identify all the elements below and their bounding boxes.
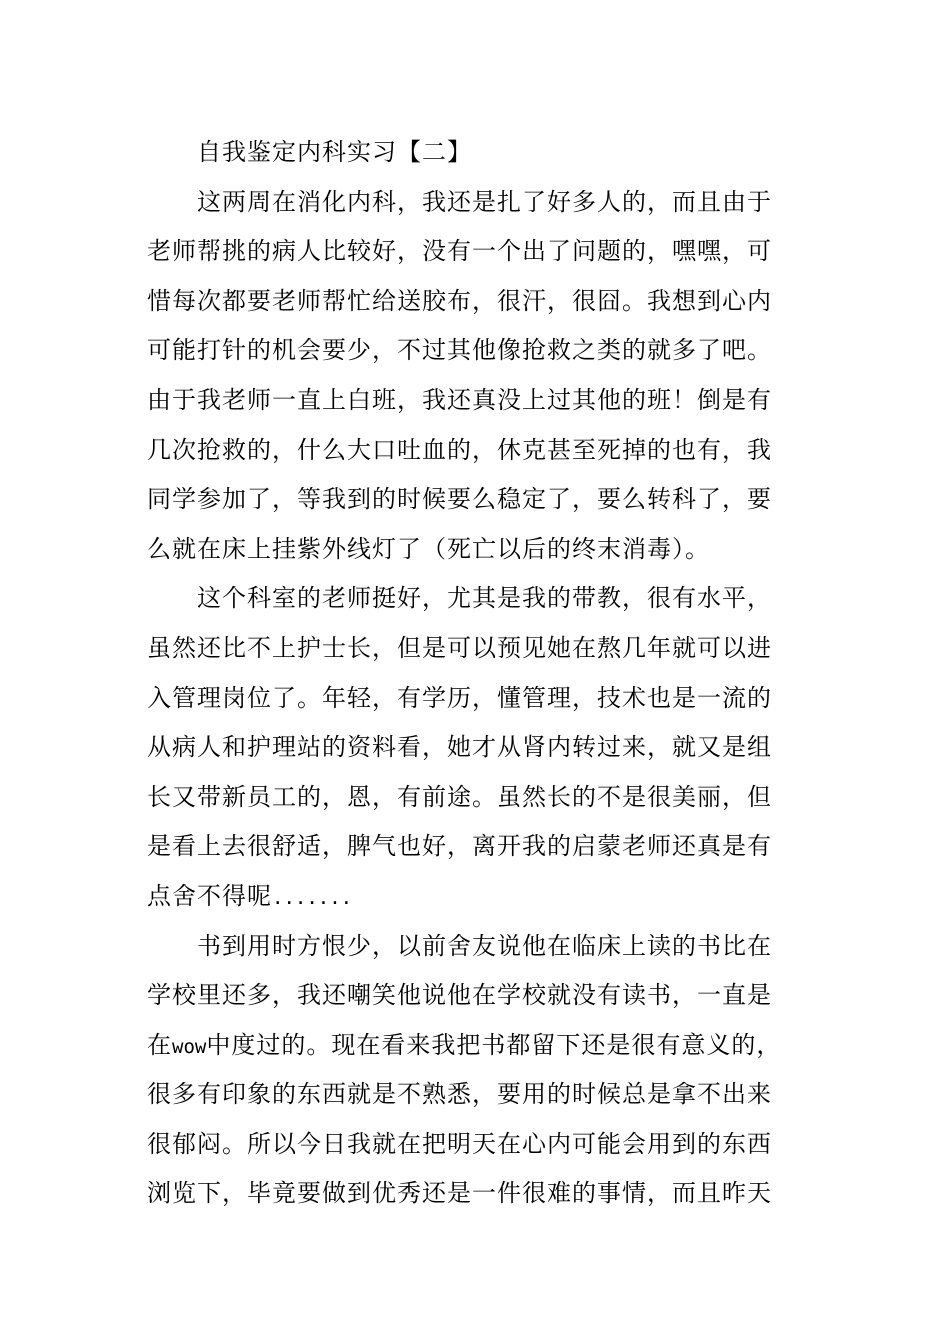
ellipsis-text: ....... [272,886,353,909]
paragraph-line [147,872,807,922]
document-heading: 自我鉴定内科实习【二】 [197,138,472,166]
paragraph-line: 浏览下，毕竟要做到优秀还是一件很难的事情，而且昨天 [147,1179,772,1208]
paragraph-line: 这两周在消化内科，我还是扎了好多人的，而且由于 [197,187,772,216]
paragraph-line: 么就在床上挂紫外线灯了（死亡以后的终末消毒）。 [147,534,710,563]
paragraph-1 [147,178,807,575]
paragraph-line: 老师帮挑的病人比较好，没有一个出了问题的，嘿嘿，可 [147,237,772,266]
paragraph-line: 从病人和护理站的资料看，她才从肾内转过来，就又是组 [147,733,772,762]
paragraph-line: 很郁闷。所以今日我就在把明天在心内可能会用到的东西 [147,1129,772,1158]
paragraph-line: 书到用时方恨少，以前舍友说他在临床上读的书比在 [197,931,772,960]
paragraph-line: 长又带新员工的，恩，有前途。虽然长的不是很美丽，但 [147,782,772,811]
paragraph-line: 可能打针的机会要少，不过其他像抢救之类的就多了吧。 [147,336,772,365]
paragraph-2 [147,574,807,921]
paragraph-line: 入管理岗位了。年轻，有学历，懂管理，技术也是一流的 [147,683,772,712]
paragraph-line: 几次抢救的，什么大口吐血的，休克甚至死掉的也有，我 [147,435,772,464]
paragraph-line: 同学参加了，等我到的时候要么稳定了，要么转科了，要 [147,485,772,514]
paragraph-line: 很多有印象的东西就是不熟悉，要用的时候总是拿不出来 [147,1080,772,1109]
paragraph-text: 中度过的。现在看来我把书都留下还是很有意义的， [206,1030,782,1059]
paragraph-line: 虽然还比不上护士长，但是可以预见她在熬几年就可以进 [147,633,772,662]
paragraph-text: 点舍不得呢 [147,881,272,910]
document-body [147,128,807,1219]
paragraph-line: 是看上去很舒适，脾气也好，离开我的启蒙老师还真是有 [147,832,772,861]
paragraph-3 [147,922,807,1220]
paragraph-line: 由于我老师一直上白班，我还真没上过其他的班！倒是有 [147,385,772,414]
paragraph-text: 在 [147,1030,172,1059]
paragraph-line: 惜每次都要老师帮忙给送胶布，很汗，很囧。我想到心内 [147,286,772,315]
paragraph-line [147,1021,807,1071]
paragraph-line: 学校里还多，我还嘲笑他说他在学校就没有读书，一直是 [147,981,772,1010]
latin-term: wow [172,1035,207,1058]
paragraph-line: 这个科室的老师挺好，尤其是我的带教，很有水平， [197,584,772,613]
